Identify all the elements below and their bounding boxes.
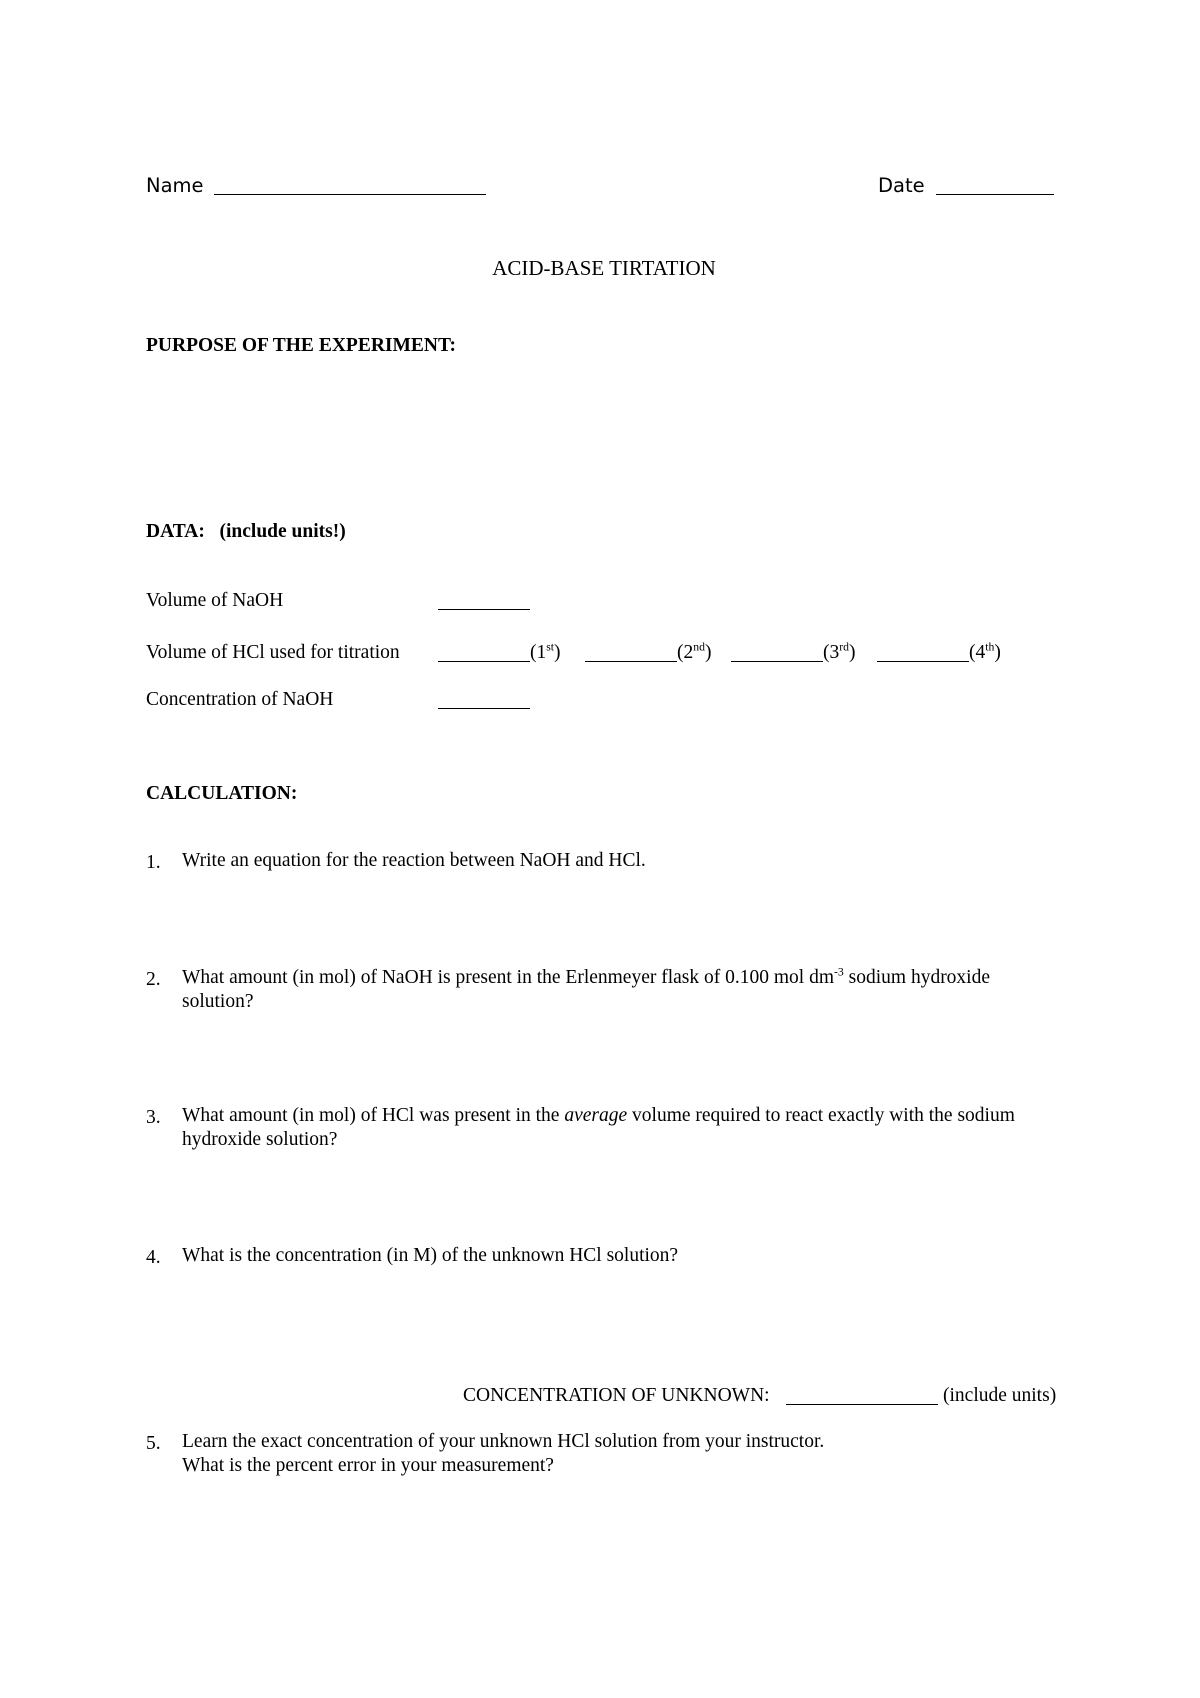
- data-heading-label: DATA:: [146, 521, 205, 542]
- hcl-trial-1-label: (1st): [530, 640, 561, 663]
- question-5-text: [182, 1430, 1062, 1478]
- unknown-units-note: (include units): [943, 1385, 1057, 1406]
- date-field-line[interactable]: [936, 194, 1054, 195]
- question-5-line-1: Learn the exact concentration of your unknown HCl solution from your instructor.: [182, 1431, 825, 1452]
- concentration-naoh-label: Concentration of NaOH: [146, 689, 334, 710]
- volume-naoh-blank[interactable]: [438, 609, 530, 610]
- question-1-number: 1.: [146, 852, 161, 873]
- question-2-number: 2.: [146, 969, 161, 990]
- data-units-note: (include units!): [219, 521, 346, 542]
- hcl-trial-1-blank[interactable]: [438, 661, 530, 662]
- question-2-text: What amount (in mol) of NaOH is present in the Erlenmeyer flask of 0.100 mol $dm^{-3}$ sodium hydroxide solution?: [182, 965, 991, 1012]
- hcl-trial-2-blank[interactable]: [585, 661, 677, 662]
- hcl-trial-4-blank[interactable]: [877, 661, 969, 662]
- hcl-trial-3-label: (3rd): [823, 640, 856, 663]
- unknown-concentration-blank[interactable]: [786, 1404, 938, 1405]
- calculation-heading: CALCULATION:: [146, 783, 298, 804]
- name-field-line[interactable]: [214, 194, 486, 195]
- question-5-line-2: What is the percent error in your measurement?: [182, 1455, 554, 1476]
- page-title: ACID-BASE TIRTATION: [492, 256, 716, 280]
- question-1-text: Write an equation for the reaction between NaOH and HCl.: [182, 850, 646, 871]
- unknown-concentration-label: CONCENTRATION OF UNKNOWN:: [463, 1385, 770, 1406]
- volume-hcl-label: Volume of HCl used for titration: [146, 642, 400, 663]
- question-5-number: 5.: [146, 1433, 161, 1454]
- hcl-trial-4-label: (4th): [969, 640, 1001, 663]
- data-heading: [146, 522, 346, 542]
- date-label: Date: [878, 174, 925, 197]
- concentration-naoh-blank[interactable]: [438, 708, 530, 709]
- hcl-trial-3-blank[interactable]: [731, 661, 823, 662]
- name-label: Name: [146, 174, 204, 197]
- question-4-text: What is the concentration (in M) of the unknown HCl solution?: [182, 1245, 679, 1266]
- purpose-heading: PURPOSE OF THE EXPERIMENT:: [146, 335, 457, 356]
- hcl-trial-2-label: (2nd): [677, 640, 712, 663]
- question-3-text: What amount (in mol) of HCl was present in the average volume required to react exactly with the sodium hydroxide solution?: [182, 1105, 1015, 1150]
- volume-naoh-label: Volume of NaOH: [146, 590, 284, 611]
- question-4-number: 4.: [146, 1247, 161, 1268]
- question-3-number: 3.: [146, 1107, 161, 1128]
